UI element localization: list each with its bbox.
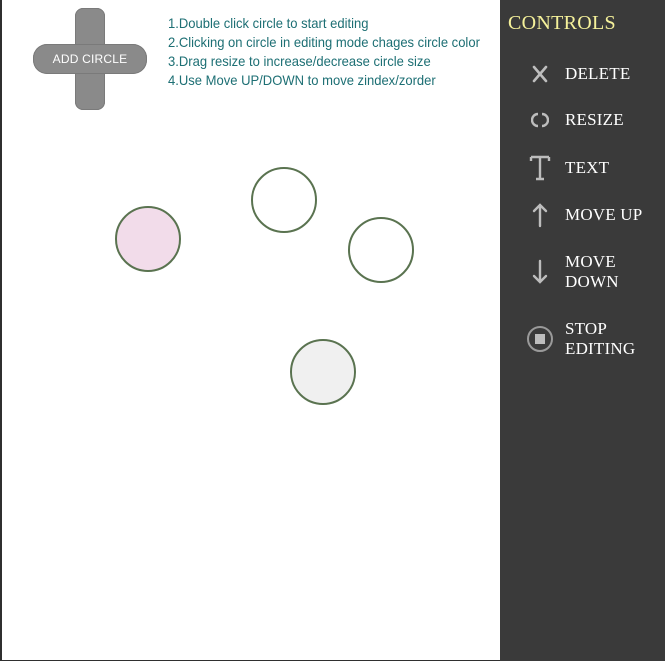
instruction-item: 4.Use Move UP/DOWN to move zindex/zorder: [168, 72, 436, 88]
delete-button[interactable]: [526, 64, 630, 84]
circle-2-selected[interactable]: [115, 206, 181, 272]
stop-editing-button[interactable]: [526, 319, 635, 359]
stop-icon: [526, 325, 554, 353]
resize-icon: [526, 111, 554, 129]
instruction-item: 3.Drag resize to increase/decrease circle size: [168, 53, 431, 69]
instruction-item: 1.Double click circle to start editing: [168, 15, 369, 31]
text-t-icon: [526, 155, 554, 181]
circle-4[interactable]: [290, 339, 356, 405]
stop-editing-label: STOP EDITING: [565, 319, 636, 358]
controls-title: CONTROLS: [508, 12, 616, 34]
add-circle-button[interactable]: [33, 8, 147, 110]
move-up-button[interactable]: [526, 202, 642, 228]
delete-x-icon: [526, 65, 554, 83]
move-down-label: MOVE DOWN: [565, 252, 619, 291]
arrow-down-icon: [526, 259, 554, 285]
delete-label: DELETE: [565, 64, 631, 83]
move-down-button[interactable]: [526, 252, 619, 292]
instruction-item: 2.Clicking on circle in editing mode chages circle color: [168, 34, 480, 50]
instructions-list: [168, 14, 498, 90]
resize-button[interactable]: [526, 110, 624, 130]
circle-1[interactable]: [251, 167, 317, 233]
text-label: TEXT: [565, 158, 610, 177]
circle-3[interactable]: [348, 217, 414, 283]
text-button[interactable]: [526, 155, 609, 181]
resize-label: RESIZE: [565, 110, 624, 129]
controls-panel: [500, 0, 665, 661]
add-circle-label: ADD CIRCLE: [52, 52, 128, 66]
arrow-up-icon: [526, 202, 554, 228]
move-up-label: MOVE UP: [565, 205, 643, 224]
